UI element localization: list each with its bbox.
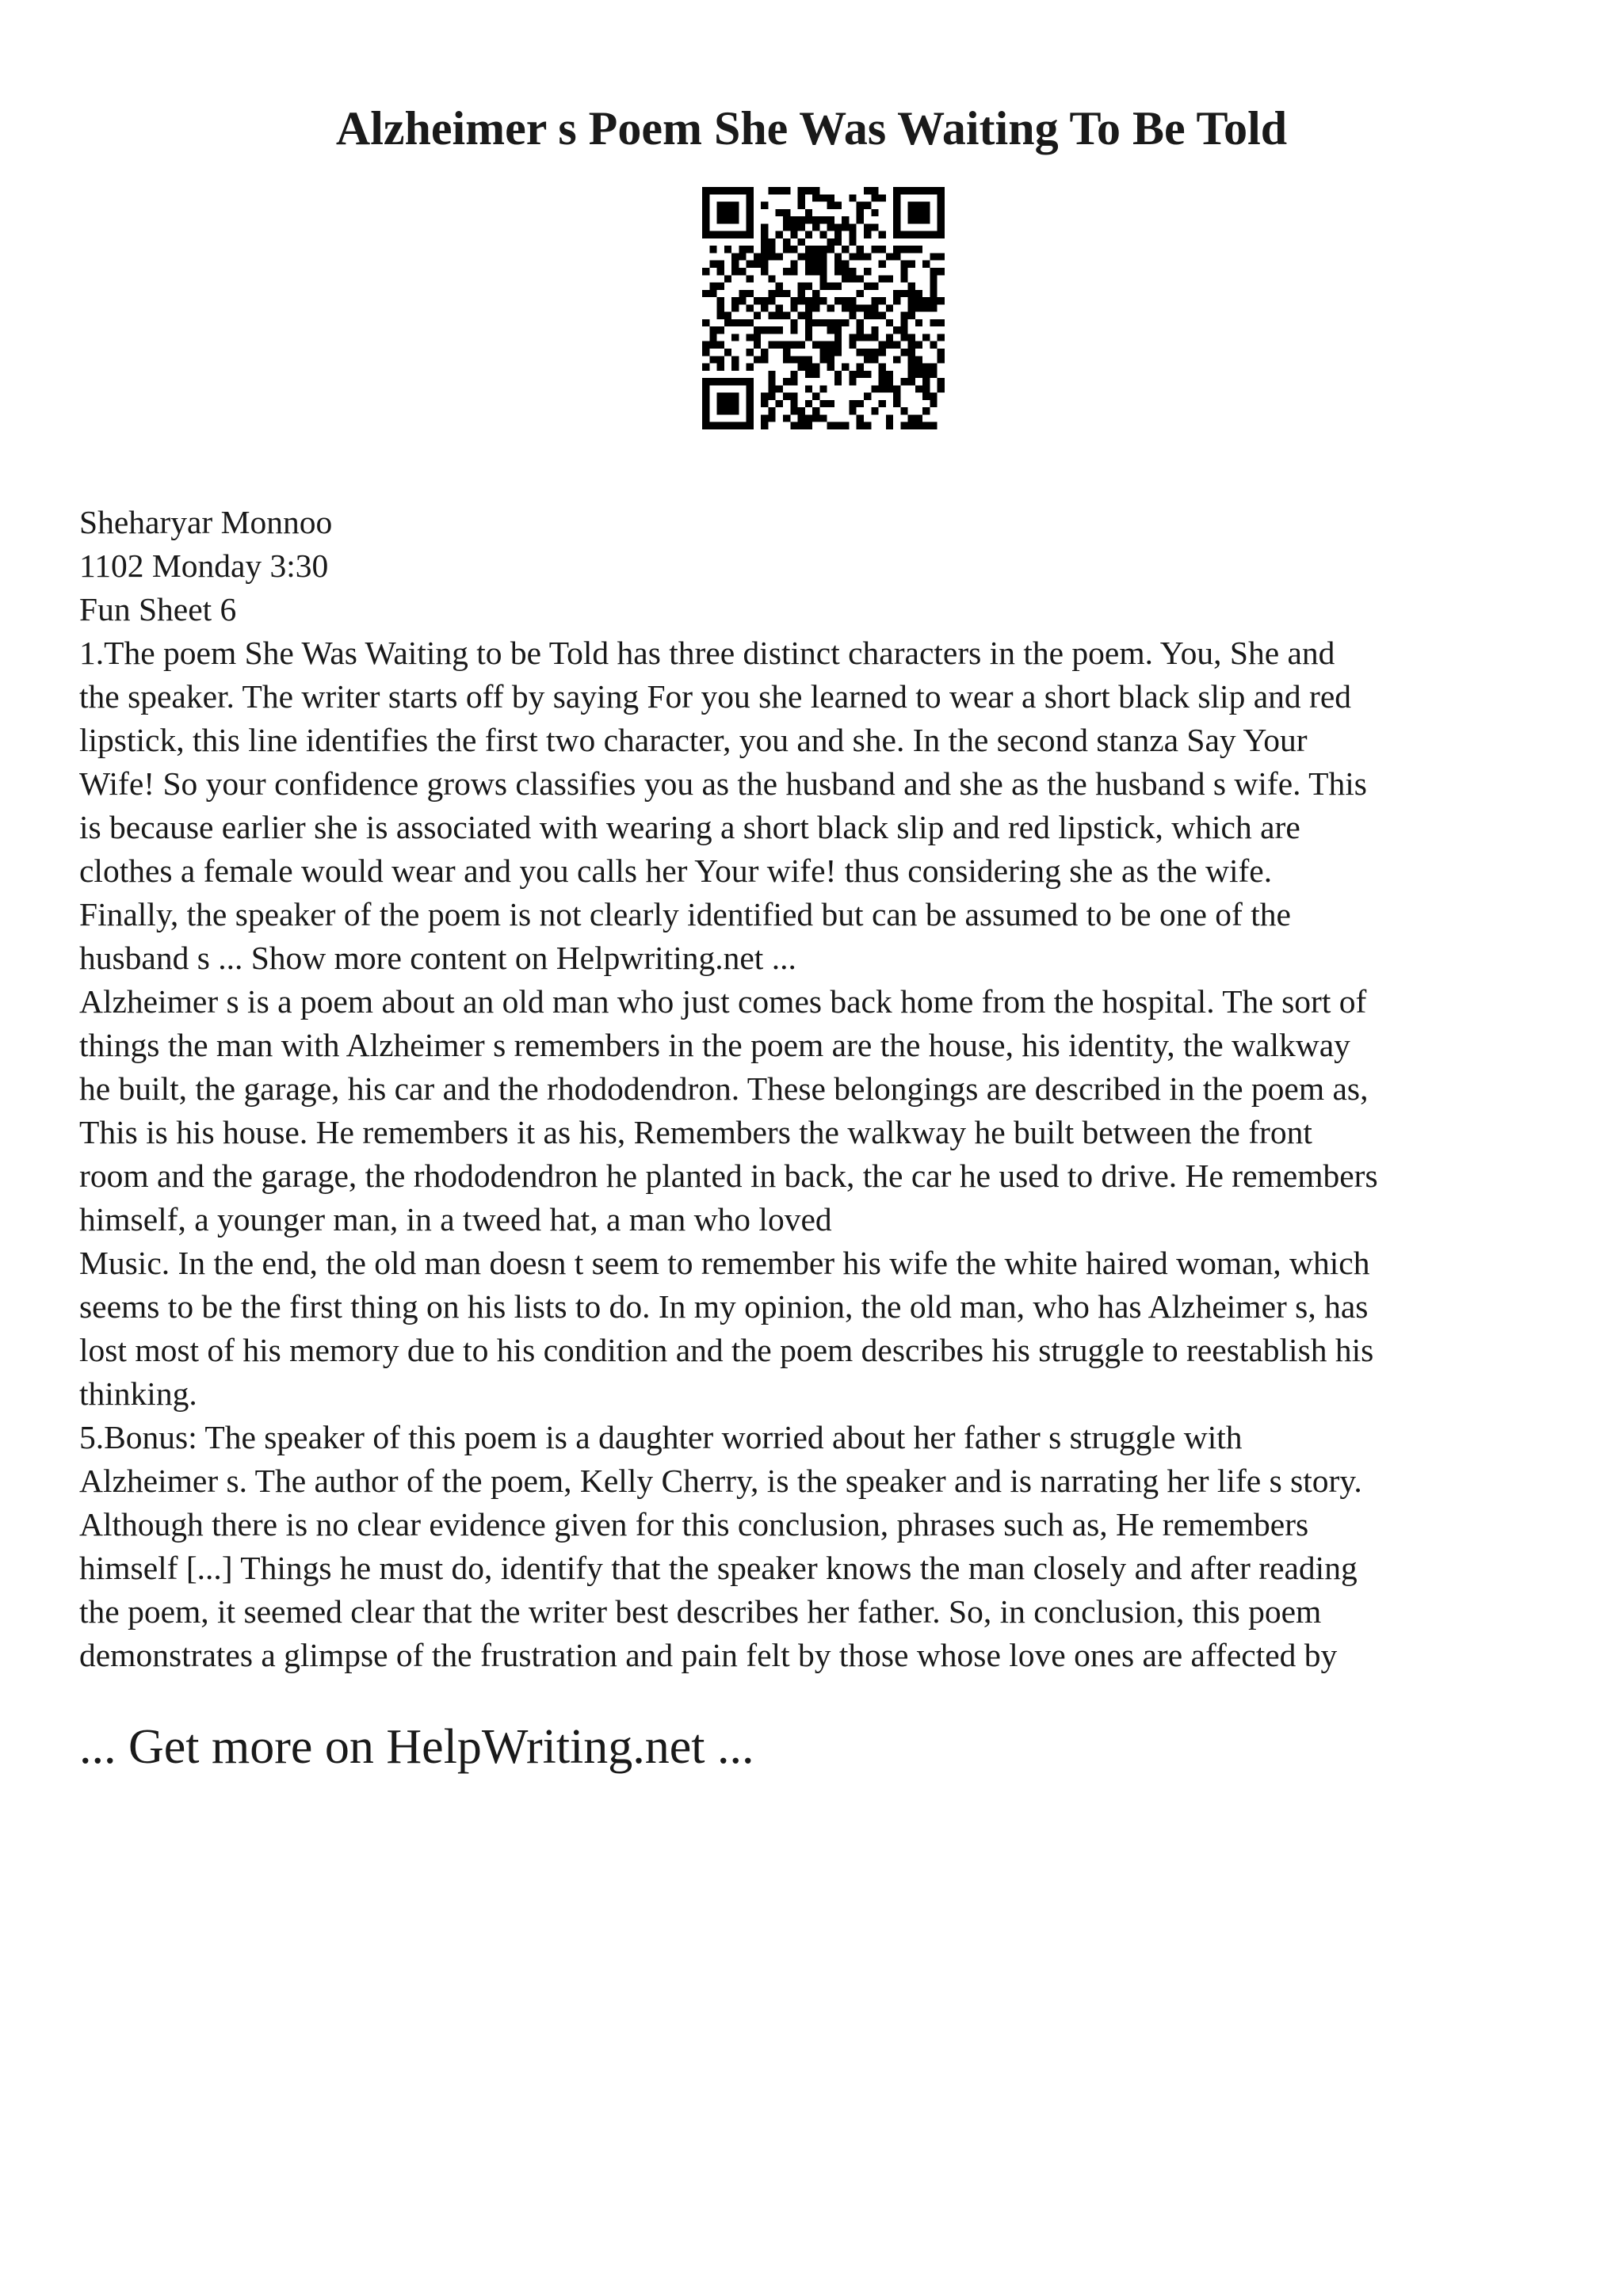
essay-line: himself, a younger man, in a tweed hat, a man who loved xyxy=(79,1201,832,1238)
essay-line: 1.The poem She Was Waiting to be Told has three distinct characters in the poem. You, She and xyxy=(79,635,1335,671)
qr-code-icon xyxy=(702,187,945,429)
document-body xyxy=(79,501,1553,1677)
essay-line: Finally, the speaker of the poem is not clearly identified but can be assumed to be one of the xyxy=(79,896,1291,933)
essay-line: demonstrates a glimpse of the frustration and pain felt by those whose love ones are affected by xyxy=(79,1637,1338,1673)
essay-line: is because earlier she is associated with wearing a short black slip and red lipstick, which are xyxy=(79,809,1300,845)
essay-line: husband s ... Show more content on Helpwriting.net ... xyxy=(79,940,796,976)
essay-line: Music. In the end, the old man doesn t seem to remember his wife the white haired woman, which xyxy=(79,1245,1370,1281)
author-name: Sheharyar Monnoo xyxy=(79,504,333,540)
essay-line: the poem, it seemed clear that the writer best describes her father. So, in conclusion, this poem xyxy=(79,1593,1322,1630)
essay-line: the speaker. The writer starts off by saying For you she learned to wear a short black slip and red xyxy=(79,678,1351,715)
document-title: Alzheimer s Poem She Was Waiting To Be Told xyxy=(335,102,1288,154)
essay-line: lost most of his memory due to his condition and the poem describes his struggle to reestablish his xyxy=(79,1332,1374,1368)
essay-line: himself [...] Things he must do, identify that the speaker knows the man closely and after reading xyxy=(79,1550,1358,1586)
essay-line: room and the garage, the rhododendron he planted in back, the car he used to drive. He remembers xyxy=(79,1158,1378,1194)
essay-line: Alzheimer s is a poem about an old man who just comes back home from the hospital. The sort of xyxy=(79,983,1367,1020)
essay-line: he built, the garage, his car and the rhododendron. These belongings are described in the poem as, xyxy=(79,1070,1369,1107)
essay-line: This is his house. He remembers it as his, Remembers the walkway he built between the front xyxy=(79,1114,1312,1150)
class-info: 1102 Monday 3:30 xyxy=(79,547,329,584)
essay-line: thinking. xyxy=(79,1375,197,1412)
essay-line: clothes a female would wear and you calls her Your wife! thus considering she as the wife. xyxy=(79,852,1273,889)
essay-line: Although there is no clear evidence given for this conclusion, phrases such as, He remembers xyxy=(79,1506,1309,1543)
essay-text xyxy=(79,631,1553,1677)
essay-line: things the man with Alzheimer s remembers in the poem are the house, his identity, the walkway xyxy=(79,1027,1350,1063)
essay-line: Wife! So your confidence grows classifies you as the husband and she as the husband s wife. This xyxy=(79,765,1367,802)
assignment-name: Fun Sheet 6 xyxy=(79,591,237,627)
essay-line: Alzheimer s. The author of the poem, Kelly Cherry, is the speaker and is narrating her life s story. xyxy=(79,1463,1362,1499)
essay-line: lipstick, this line identifies the first two character, you and she. In the second stanza Say Your xyxy=(79,722,1308,758)
essay-line: 5.Bonus: The speaker of this poem is a daughter worried about her father s struggle with xyxy=(79,1419,1243,1455)
get-more-link[interactable]: ... Get more on HelpWriting.net ... xyxy=(79,1720,754,1774)
essay-line: seems to be the first thing on his lists to do. In my opinion, the old man, who has Alzheimer s, has xyxy=(79,1288,1369,1325)
